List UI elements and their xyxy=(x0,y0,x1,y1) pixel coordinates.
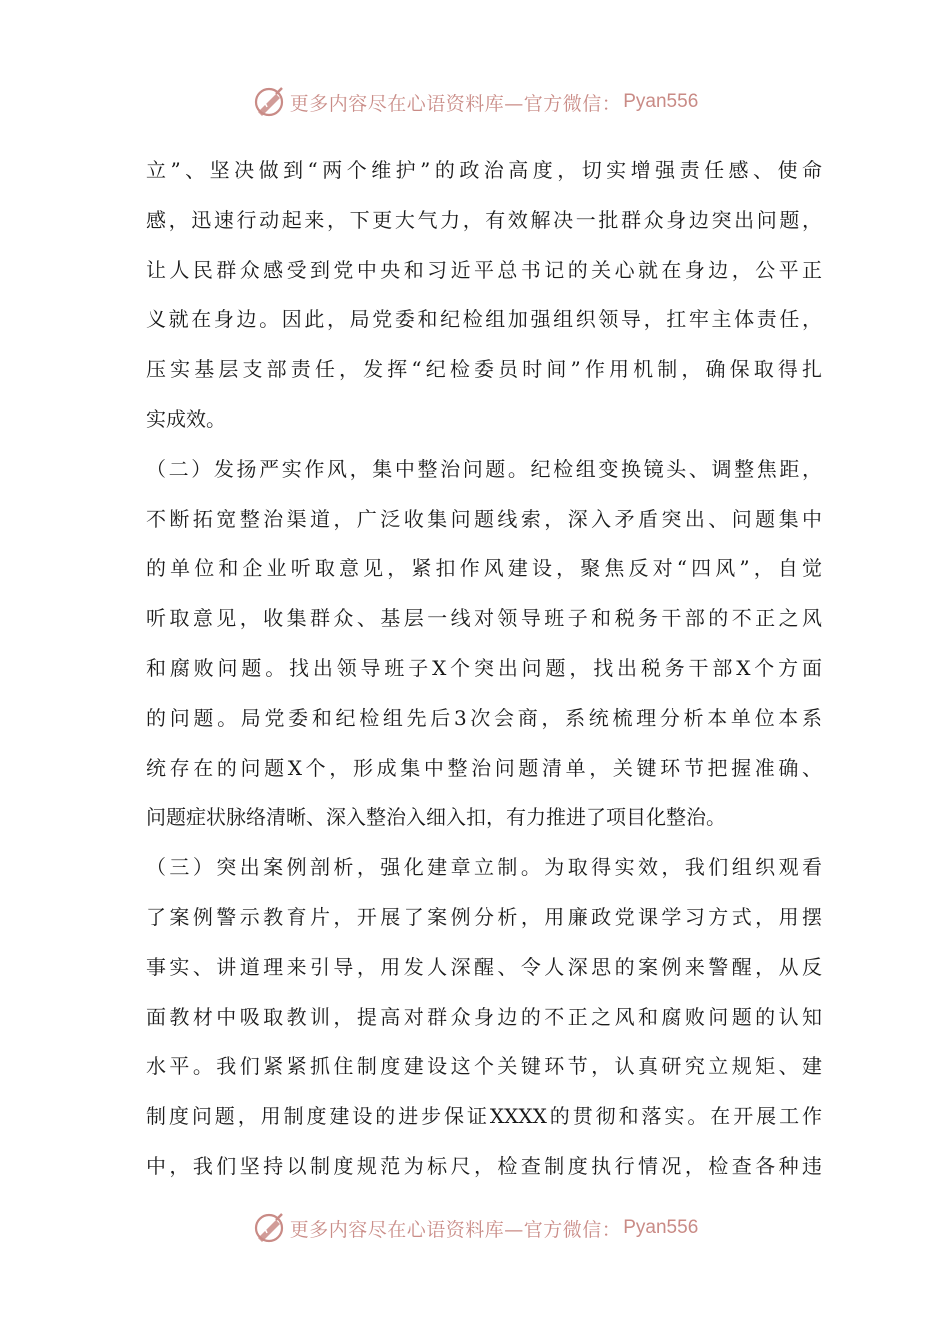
watermark-banner-top xyxy=(0,82,950,122)
text-line: 和腐败问题。找出领导班子X个突出问题，找出税务干部X个方面 xyxy=(146,655,822,680)
document-body xyxy=(146,146,822,1192)
text-line: 了案例警示教育片，开展了案例分析，用廉政党课学习方式，用摆 xyxy=(146,904,822,929)
text-line: 感，迅速行动起来，下更大气力，有效解决一批群众身边突出问题， xyxy=(146,207,822,232)
watermark-text: 更多内容尽在心语资料库—官方微信： xyxy=(289,92,622,115)
text-line: （三）突出案例剖析，强化建章立制。为取得实效，我们组织观看 xyxy=(146,855,822,880)
text-line: 的单位和企业听取意见，紧扣作风建设，聚焦反对“四风”，自觉 xyxy=(146,556,822,581)
text-line: 水平。我们紧紧抓住制度建设这个关键环节，认真研究立规矩、建 xyxy=(146,1054,822,1079)
text-line: 让人民群众感受到党中央和习近平总书记的关心就在身边，公平正 xyxy=(146,257,822,282)
text-line: 立”、坚决做到“两个维护”的政治高度，切实增强责任感、使命 xyxy=(146,158,822,182)
text-line: 问题症状脉络清晰、深入整治入细入扣，有力推进了项目化整治。 xyxy=(146,805,726,830)
watermark-wechat-id: Pyan556 xyxy=(623,91,699,112)
text-line: 中，我们坚持以制度规范为标尺，检查制度执行情况，检查各种违 xyxy=(146,1153,822,1178)
watermark-banner-bottom xyxy=(0,1208,950,1248)
watermark-wechat-id: Pyan556 xyxy=(623,1217,699,1238)
text-line: 义就在身边。因此，局党委和纪检组加强组织领导，扛牢主体责任， xyxy=(146,307,822,332)
text-line: 面教材中吸取教训，提高对群众身边的不正之风和腐败问题的认知 xyxy=(146,1004,822,1029)
pen-logo-icon xyxy=(252,1211,286,1245)
text-line: 压实基层支部责任，发挥“纪检委员时间”作用机制，确保取得扎 xyxy=(146,357,822,382)
pen-logo-icon xyxy=(252,85,286,119)
watermark-text: 更多内容尽在心语资料库—官方微信： xyxy=(289,1218,622,1241)
text-line: 的问题。局党委和纪检组先后3次会商，系统梳理分析本单位本系 xyxy=(146,705,822,730)
text-line: 听取意见，收集群众、基层一线对领导班子和税务干部的不正之风 xyxy=(146,606,822,631)
text-line: 不断拓宽整治渠道，广泛收集问题线索，深入矛盾突出、问题集中 xyxy=(146,506,822,531)
text-line: 统存在的问题X个，形成集中整治问题清单，关键环节把握准确、 xyxy=(146,755,822,780)
text-line: 实成效。 xyxy=(146,406,226,431)
text-line: 事实、讲道理来引导，用发人深醒、令人深思的案例来警醒，从反 xyxy=(146,954,822,979)
text-line: （二）发扬严实作风，集中整治问题。纪检组变换镜头、调整焦距， xyxy=(146,456,822,481)
text-line: 制度问题，用制度建设的进步保证XXXX的贯彻和落实。在开展工作 xyxy=(146,1104,822,1129)
